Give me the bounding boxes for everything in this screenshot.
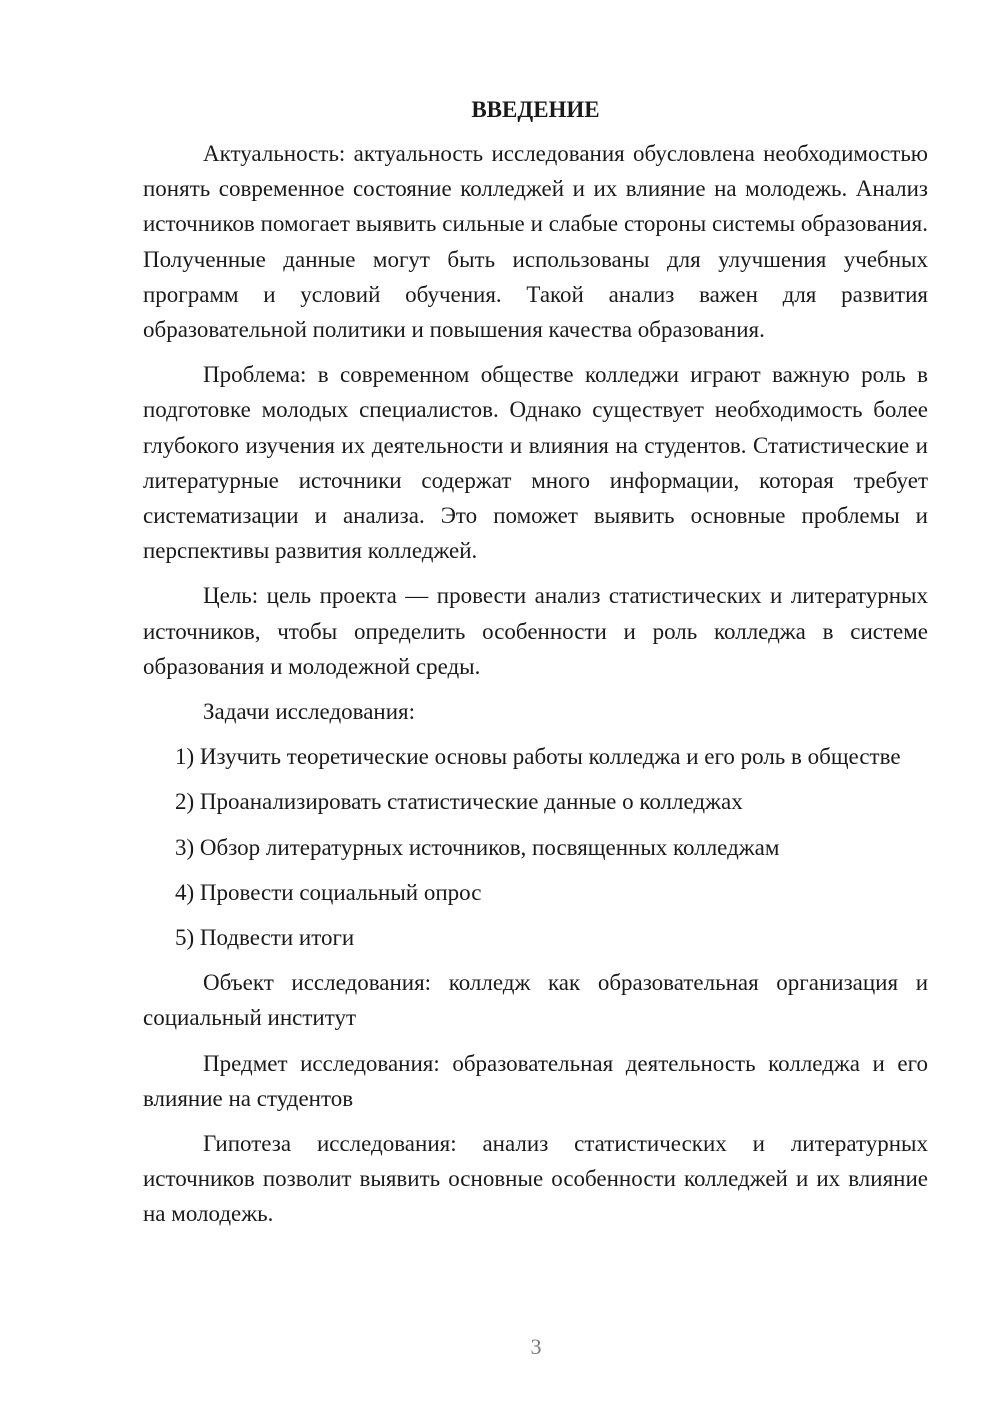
problem-paragraph: Проблема: в современном обществе колледжи играют важную роль в подготовке молодых специалистов. Однако существует необходимость более глубокого изучения их деятельности и влияния на студентов. Статистические и литературные источники содержат много информации, которая требует систематизации и анализа. Это поможет выявить основные проблемы и перспективы развития колледжей. [143,362,928,564]
tasks-heading: Задачи исследования: [203,699,416,725]
page-number: 3 [530,1334,542,1359]
subject-paragraph: Предмет исследования: образовательная деятельность колледжа и его влияние на студентов [143,1050,928,1111]
object-paragraph: Объект исследования: колледж как образовательная организация и социальный институт [143,970,928,1031]
task-item-5: 5) Подвести итоги [175,925,355,951]
relevance-paragraph: Актуальность: актуальность исследования обусловлена необходимостью понять современное состояние колледжей и их влияние на молодежь. Анализ источников помогает выявить сильные и слабые стороны системы образования. Полученные данные могут быть использованы для улучшения учебных программ и условий обучения. Такой анализ важен для развития образовательной политики и повышения качества образования. [143,141,928,343]
document-body [143,96,928,1242]
page-title: ВВЕДЕНИЕ [471,97,600,122]
hypothesis-paragraph: Гипотеза исследования: анализ статистических и литературных источников позволит выявить основные особенности колледжей и их влияние на молодежь. [143,1131,928,1227]
task-item-2: 2) Проанализировать статистические данные о колледжах [175,789,743,815]
task-item-4: 4) Провести социальный опрос [175,879,482,905]
goal-paragraph: Цель: цель проекта — провести анализ статистических и литературных источников, чтобы определить особенности и роль колледжа в системе образования и молодежной среды. [143,583,928,679]
task-item-3: 3) Обзор литературных источников, посвященных колледжам [175,834,780,860]
task-item-1: 1) Изучить теоретические основы работы колледжа и его роль в обществе [175,744,901,770]
